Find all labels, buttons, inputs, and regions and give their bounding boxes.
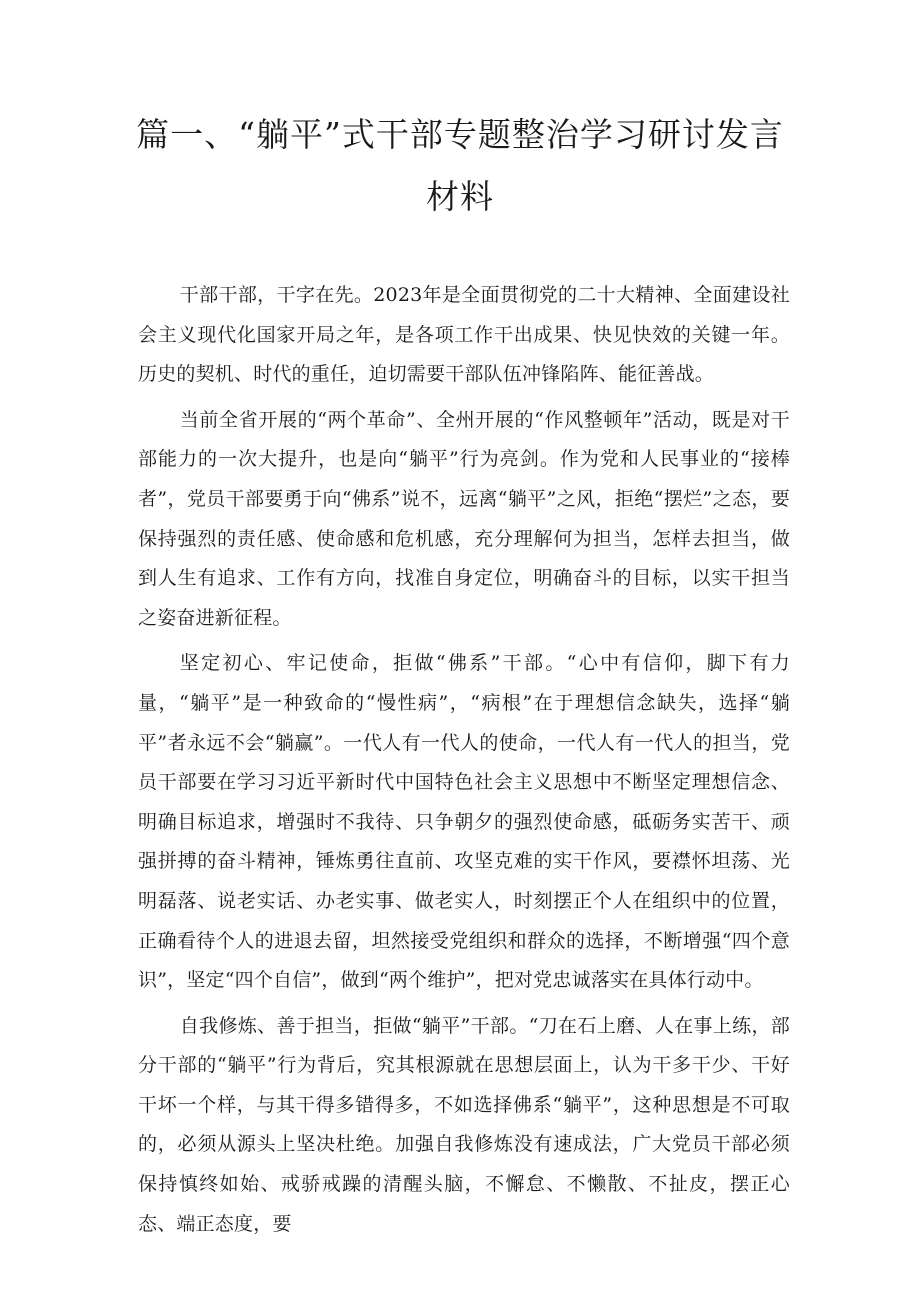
document-title: 篇一、“躺平”式干部专题整治学习研讨发言材料 [136, 115, 784, 216]
paragraph-mission: 坚定初心、牢记使命，拒做“佛系”干部。“心中有信仰，脚下有力量，“躺平”是一种致命的“慢性病”，“病根”在于理想信念缺失，选择“躺平”者永远不会“躺赢”。一代人有一代人的使命，一代人有一代人的担当，党员干部要在学习习近平新时代中国特色社会主义思想中不断坚定理想信念、明确目标追求，增强时不我待、只争朝夕的强烈使命感，砥砺务实苦干、顽强拼搏的奋斗精神，锤炼勇往直前、攻坚克难的实干作风，要襟怀坦荡、光明磊落、说老实话、办老实事、做老实人，时刻摆正个人在组织中的位置，正确看待个人的进退去留，坦然接受党组织和群众的选择，不断增强“四个意识”，坚定“四个自信”，做到“两个维护”，把对党忠诚落实在具体行动中。 [138, 652, 790, 992]
paragraph-self-cultivation: 自我修炼、善于担当，拒做“躺平”干部。“刀在石上磨、人在事上练，部分干部的“躺平”行为背后，究其根源就在思想层面上，认为干多干少、干好干坏一个样，与其干得多错得多，不如选择佛系“躺平”，这种思想是不可取的，必须从源头上坚决杜绝。加强自我修炼没有速成法，广大党员干部必须保持慎终如始、戒骄戒躁的清醒头脑，不懈怠、不懒散、不扯皮，摆正心态、端正态度，要 [138, 1014, 790, 1235]
paragraph-intro: 干部干部，干字在先。2023年是全面贯彻党的二十大精神、全面建设社会主义现代化国家开局之年，是各项工作干出成果、快见快效的关键一年。历史的契机、时代的重任，迫切需要干部队伍冲锋陷阵、能征善战。 [138, 284, 790, 386]
paragraph-campaign: 当前全省开展的“两个革命”、全州开展的“作风整顿年”活动，既是对干部能力的一次大提升，也是向“躺平”行为亮剑。作为党和人民事业的“接棒者”，党员干部要勇于向“佛系”说不，远离“躺平”之风，拒绝“摆烂”之态，要保持强烈的责任感、使命感和危机感，充分理解何为担当，怎样去担当，做到人生有追求、工作有方向，找准自身定位，明确奋斗的目标，以实干担当之姿奋进新征程。 [138, 408, 790, 629]
document-body [138, 276, 790, 1250]
